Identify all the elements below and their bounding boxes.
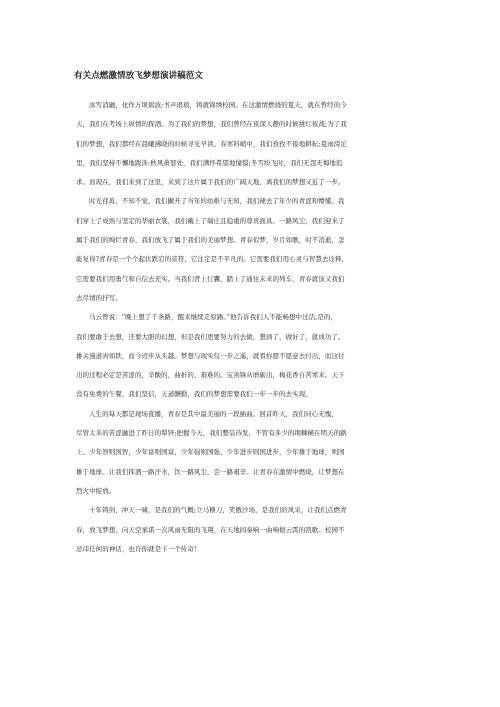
paragraph-line: 冰雪消融，化作万顷碧波;书声琅琅，铸就锦绣校园。在这激情燃烧的夏天，就在曾经的今 bbox=[89, 101, 347, 109]
paragraph-line: 时光荏苒，不知不觉，我们撇开了当年的幼稚与无知，我们褪去了年少的青涩和懵懂。我 bbox=[89, 197, 345, 206]
paragraph-4 bbox=[76, 405, 424, 501]
paragraph-line: 它需要我们用勇气和自信去充实。当我们背上行囊，踏上了通往未来的列车，青春就该又我们 bbox=[76, 274, 345, 283]
paragraph-3 bbox=[76, 308, 424, 404]
paragraph-line: 我们要敢于去想，还要大胆的幻想，但是我们更要努力的去做，想到了，做好了，就成功了。 bbox=[76, 332, 345, 341]
paragraph-5 bbox=[76, 501, 424, 559]
paragraph-line: 求。而现在，我们来到了这里，来到了这片属于我们的广阔天地，离我们的梦想又近了一步。 bbox=[76, 178, 345, 187]
paragraph-line: 去尽情的抒写。 bbox=[76, 293, 122, 302]
document-title: 有关点燃激情放飞梦想演讲稿范文 bbox=[74, 71, 203, 81]
paragraph-line: 没有免费的午餐，我们坚信，天道酬勤，我们的梦想需要我们一步一步的去实现。 bbox=[76, 390, 312, 399]
paragraph-line: 忌讳任何的神话，也许你就是下一个传奇! bbox=[76, 544, 197, 553]
paragraph-line: 雄于地球。让我们挥洒一路汗水，饮一路风尘，尝一路艰辛。让青春在激情中燃烧，让梦想在 bbox=[76, 467, 345, 476]
paragraph-line: 雄关漫道真如铁，而今迈步从头越。梦想与现实仅一步之遥，就看你愿不愿意去付出，而这付 bbox=[76, 351, 345, 360]
paragraph-line: 出的过程必定是苦涩的，辛酸的，曲折的，艰难的。宝剑锋从磨砺出，梅花香自苦寒来。天下 bbox=[76, 371, 345, 380]
paragraph-line: 属于我们的绚烂青春，我们放飞了属于我们的美丽梦想。青春似梦，岁月如歌，时不消逝，怎 bbox=[76, 236, 345, 245]
paragraph-line: 能复得?青春是一个个起伏跌宕的音符，它注定是不平凡的。它需要我们用心灵与智慧去诠释， bbox=[76, 255, 349, 264]
paragraph-line: 人生的每天都是现场直播，青春是其中最美丽的一段插曲。回首昨天，我们问心无愧， bbox=[89, 409, 338, 418]
paragraph-line: 马云曾说：“晚上想了千条路，醒来继续走原路。”他告诉我们人不能畅想中过活,是的， bbox=[89, 313, 337, 322]
paragraph-line: 上。少年智则国智，少年富则国富，少年强则国强，少年进步则国进步，少年雄于地球，则国 bbox=[76, 448, 345, 457]
paragraph-line: 烈火中绽放。 bbox=[76, 486, 116, 495]
paragraph-line: 春，放飞梦想，向天空承诺一次风雨无阻的飞翔，在天地间奏响一曲响彻云霄的凯歌。校园不 bbox=[76, 525, 345, 534]
paragraph-1 bbox=[76, 96, 424, 192]
paragraph-line: 们穿上了成熟与坚定的华丽衣裳，我们戴上了端庄且稳重的尊贵面具。一路风尘，我们迎来了 bbox=[76, 216, 345, 225]
paragraph-2 bbox=[76, 192, 424, 308]
paragraph-line: 尽管太多的苦涩融进了昨日的犁锌;把握今天，我们整装待发，不管有多少的荆棘横在明天的路 bbox=[76, 429, 347, 438]
document-body bbox=[76, 96, 424, 559]
paragraph-line: 们的梦想，我们都经在晨曦拂晓的时候寻光早读。春寒料峭中，我们孜孜不倦地耕耘;夏雨滂沱 bbox=[76, 139, 347, 148]
paragraph-line: 里，我们坚持不懈地跋涉;秋风萧瑟处，我们满怀希望地憧憬;冬雪纷飞时，我们无怨无悔地追 bbox=[76, 158, 343, 167]
paragraph-line: 天，我们在考场上纵情的挥洒。为了我们的梦想，我们曾经在夜深人静的时候挑灯夜战;为了我 bbox=[76, 120, 347, 129]
paragraph-line: 十年铸剑，冲天一啸，是我们的气概;立马横刀，笑傲沙场，是我们的风采，让我们点燃青 bbox=[89, 506, 347, 515]
